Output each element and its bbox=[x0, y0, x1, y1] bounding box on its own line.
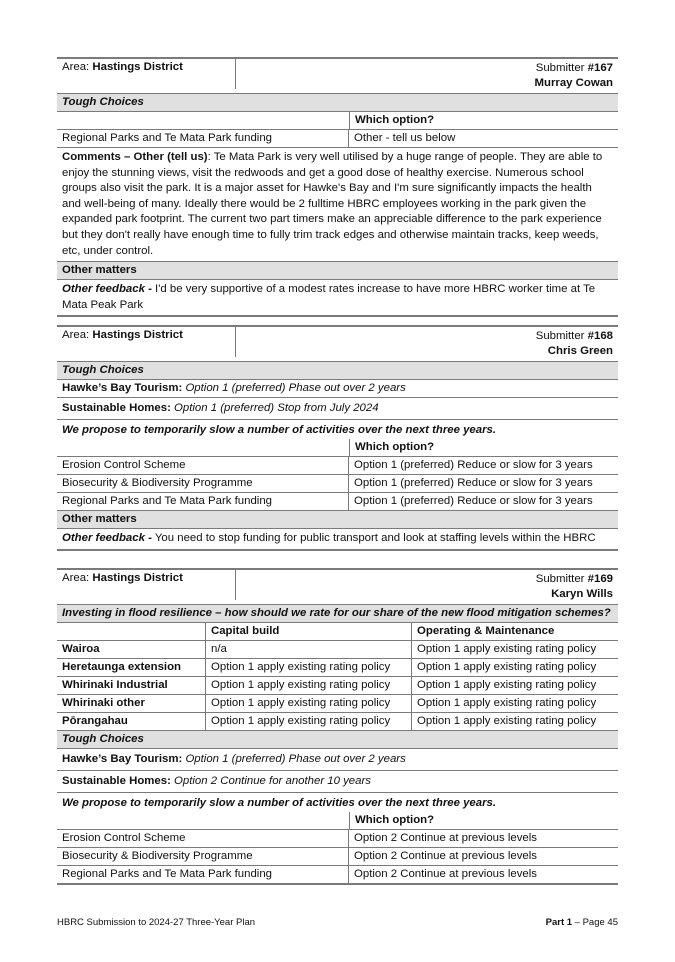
tough-choices-heading: Tough Choices bbox=[57, 362, 618, 380]
homes-value: Option 2 Continue for another 10 years bbox=[170, 775, 371, 787]
which-option-header bbox=[57, 439, 618, 457]
propose-heading: We propose to temporarily slow a number of activities over the next three years. bbox=[62, 797, 497, 809]
which-option-header bbox=[57, 112, 618, 130]
scheme-name: Heretaunga extension bbox=[57, 659, 206, 676]
submitter-number: #168 bbox=[587, 330, 613, 342]
area-value: Hastings District bbox=[92, 61, 183, 73]
table-row bbox=[57, 493, 618, 511]
submitter-label: Submitter bbox=[535, 330, 588, 342]
opex-option: Option 1 apply existing rating policy bbox=[417, 643, 597, 655]
tourism-row bbox=[57, 380, 618, 398]
tourism-label: Hawke’s Bay Tourism: bbox=[62, 382, 183, 394]
scheme-name: Whirinaki Industrial bbox=[57, 677, 206, 694]
submitter-number: #167 bbox=[587, 62, 613, 74]
area-label: Area: bbox=[62, 572, 93, 584]
other-matters-heading: Other matters bbox=[57, 511, 618, 529]
row-item: Regional Parks and Te Mata Park funding bbox=[57, 130, 349, 147]
area-cell bbox=[57, 59, 236, 89]
row-option: Option 2 Continue at previous levels bbox=[354, 850, 537, 862]
scheme-name: Whirinaki other bbox=[57, 695, 206, 712]
capital-build-header: Capital build bbox=[206, 623, 412, 640]
submission-header bbox=[57, 325, 618, 362]
row-item: Erosion Control Scheme bbox=[57, 457, 349, 474]
submitter-label: Submitter bbox=[535, 573, 588, 585]
tourism-value: Option 1 (preferred) Phase out over 2 years bbox=[182, 753, 406, 765]
capital-option: n/a bbox=[206, 641, 412, 658]
feedback-text: I'd be very supportive of a modest rates increase to have more HBRC worker time at Te Mata Peak Park bbox=[62, 283, 596, 311]
submitter-name: Karyn Wills bbox=[551, 588, 613, 600]
footer-part: Part 1 bbox=[545, 917, 573, 928]
table-row bbox=[57, 677, 618, 695]
tourism-value: Option 1 (preferred) Phase out over 2 years bbox=[182, 382, 406, 394]
homes-row bbox=[57, 398, 618, 420]
table-row bbox=[57, 641, 618, 659]
feedback-label: Other feedback - bbox=[62, 283, 152, 296]
other-matters-heading: Other matters bbox=[57, 262, 618, 280]
capital-option: Option 1 apply existing rating policy bbox=[206, 695, 412, 712]
row-option: Option 1 (preferred) Reduce or slow for 3 years bbox=[354, 459, 593, 471]
flood-heading: Investing in flood resilience – how should we rate for our share of the new flood mitigation schemes? bbox=[57, 605, 618, 623]
homes-label: Sustainable Homes: bbox=[62, 775, 171, 787]
opex-option: Option 1 apply existing rating policy bbox=[417, 661, 597, 673]
submitter-name: Chris Green bbox=[547, 345, 613, 357]
capital-option: Option 1 apply existing rating policy bbox=[206, 713, 412, 730]
footer-title: HBRC Submission to 2024-27 Three-Year Plan bbox=[57, 917, 256, 928]
propose-heading: We propose to temporarily slow a number of activities over the next three years. bbox=[62, 424, 497, 436]
capital-option: Option 1 apply existing rating policy bbox=[206, 677, 412, 694]
scheme-name: Pōrangahau bbox=[57, 713, 206, 730]
which-option-label: Which option? bbox=[349, 812, 618, 829]
table-row bbox=[57, 830, 618, 848]
table-row bbox=[57, 713, 618, 731]
opex-header: Operating & Maintenance bbox=[417, 625, 555, 637]
opex-option: Option 1 apply existing rating policy bbox=[417, 679, 597, 691]
homes-value: Option 1 (preferred) Stop from July 2024 bbox=[170, 402, 379, 414]
row-option: Option 1 (preferred) Reduce or slow for 3 years bbox=[354, 477, 593, 489]
comments bbox=[57, 148, 618, 262]
table-row bbox=[57, 848, 618, 866]
other-feedback bbox=[57, 280, 618, 317]
table-row bbox=[57, 866, 618, 885]
row-item: Biosecurity & Biodiversity Programme bbox=[57, 848, 349, 865]
table-row bbox=[57, 659, 618, 677]
submission-167 bbox=[57, 57, 618, 317]
area-value: Hastings District bbox=[92, 329, 183, 341]
submitter-number: #169 bbox=[587, 573, 613, 585]
area-value: Hastings District bbox=[92, 572, 183, 584]
tourism-label: Hawke’s Bay Tourism: bbox=[62, 753, 183, 765]
flood-header-row bbox=[57, 623, 618, 641]
table-row bbox=[57, 695, 618, 713]
area-label: Area: bbox=[62, 329, 93, 341]
area-label: Area: bbox=[62, 61, 93, 73]
submission-header bbox=[57, 568, 618, 605]
comments-label: Comments – Other (tell us) bbox=[62, 151, 208, 163]
submitter-cell bbox=[236, 570, 618, 604]
row-option: Option 1 (preferred) Reduce or slow for 3 years bbox=[354, 495, 593, 507]
table-row bbox=[57, 130, 618, 148]
row-item: Regional Parks and Te Mata Park funding bbox=[57, 866, 349, 883]
submitter-label: Submitter bbox=[535, 62, 588, 74]
row-item: Biosecurity & Biodiversity Programme bbox=[57, 475, 349, 492]
table-row bbox=[57, 475, 618, 493]
feedback-text: You need to stop funding for public transport and look at staffing levels within the HBRC bbox=[151, 532, 596, 544]
which-option-label: Which option? bbox=[349, 439, 618, 456]
which-option-label: Which option? bbox=[349, 112, 618, 129]
row-option: Other - tell us below bbox=[354, 132, 456, 144]
other-feedback bbox=[57, 529, 618, 551]
footer-page bbox=[546, 917, 618, 928]
footer-page-number: – Page 45 bbox=[572, 917, 618, 928]
submission-header bbox=[57, 57, 618, 94]
submitter-cell bbox=[236, 59, 618, 93]
which-option-header bbox=[57, 812, 618, 830]
submission-168 bbox=[57, 325, 618, 551]
scheme-name: Wairoa bbox=[57, 641, 206, 658]
row-option: Option 2 Continue at previous levels bbox=[354, 868, 537, 880]
submission-169 bbox=[57, 568, 618, 885]
homes-label: Sustainable Homes: bbox=[62, 402, 171, 414]
submitter-cell bbox=[236, 327, 618, 361]
opex-option: Option 1 apply existing rating policy bbox=[417, 715, 597, 727]
area-cell bbox=[57, 570, 236, 600]
table-row bbox=[57, 457, 618, 475]
tough-choices-heading: Tough Choices bbox=[57, 94, 618, 112]
opex-option: Option 1 apply existing rating policy bbox=[417, 697, 597, 709]
page-footer bbox=[57, 917, 618, 928]
tough-choices-heading: Tough Choices bbox=[57, 731, 618, 749]
homes-row bbox=[57, 771, 618, 793]
feedback-label: Other feedback - bbox=[62, 532, 152, 544]
submitter-name: Murray Cowan bbox=[534, 77, 613, 89]
capital-option: Option 1 apply existing rating policy bbox=[206, 659, 412, 676]
row-item: Regional Parks and Te Mata Park funding bbox=[57, 493, 349, 510]
tourism-row bbox=[57, 749, 618, 771]
row-option: Option 2 Continue at previous levels bbox=[354, 832, 537, 844]
row-item: Erosion Control Scheme bbox=[57, 830, 349, 847]
comments-text: : Te Mata Park is very well utilised by a huge range of people. They are able to enjoy the stunning views, visit the redwoods and get a good dose of healthy exercise. Numerous school groups also visit the park. It is a major asset for Hawke's Bay and I'm sure significantly impacts the health and well-being of many. Ideally there would be 2 fulltime HBRC employees working in the park given the expanded park footprint. The current two part timers make an appreciable difference to the park experience but they don't really have enough time to fully trim track edges and otherwise maintain tracks, keep weeds, etc, under control. bbox=[62, 151, 603, 257]
area-cell bbox=[57, 327, 236, 357]
